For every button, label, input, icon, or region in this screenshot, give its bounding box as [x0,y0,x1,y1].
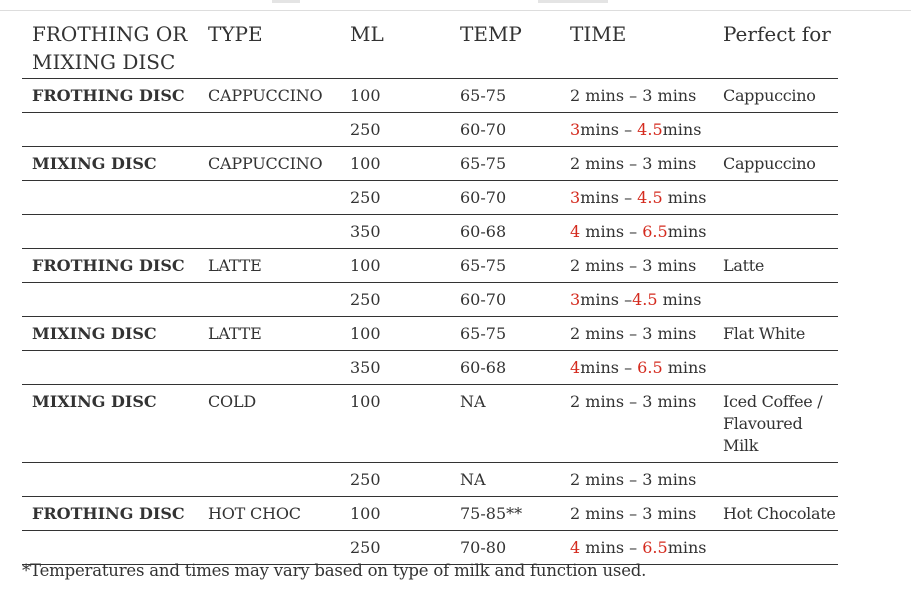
perfect-for-cell [713,351,838,385]
time-a-text: 2 mins [570,324,625,343]
table-row [22,351,838,385]
time-sep-text: – [624,392,643,411]
time-b-text: 3 mins [642,470,697,489]
disc-cell: MIXING DISC [22,147,198,181]
time-sep-text: – [624,256,643,275]
temp-cell: 60-70 [450,181,560,215]
disc-cell [22,283,198,317]
perfect-for-cell [713,215,838,249]
perfect-for-cell: Latte [713,249,838,283]
table-header-row [22,18,838,79]
time-b-text: 6.5mins [642,222,707,241]
perfect-for-cell: Cappuccino [713,147,838,181]
time-cell [560,463,713,497]
disc-cell [22,181,198,215]
time-cell [560,113,713,147]
perfect-for-cell [713,531,838,565]
type-cell [198,181,340,215]
time-b-text: 3 mins [642,504,697,523]
header-type: TYPE [198,18,340,79]
ml-cell: 100 [340,147,450,181]
time-b-text: 6.5 mins [637,358,707,377]
time-cell [560,317,713,351]
time-cell [560,283,713,317]
type-cell: COLD [198,385,340,463]
perfect-for-cell [713,113,838,147]
frothing-guide-table [22,18,838,565]
type-cell: LATTE [198,317,340,351]
ml-cell: 250 [340,463,450,497]
temp-cell: 65-75 [450,79,560,113]
time-sep-text: – [624,154,643,173]
disc-cell [22,113,198,147]
disc-cell [22,215,198,249]
temp-cell: 65-75 [450,317,560,351]
table-body [22,79,838,565]
time-b-text: 4.5mins [637,120,702,139]
time-sep-text: – [624,470,643,489]
time-a-text: 4 mins [570,222,625,241]
time-sep-text: – [619,120,638,139]
time-cell [560,79,713,113]
time-b-text: 3 mins [642,86,697,105]
time-cell [560,385,713,463]
perfect-for-cell: Hot Chocolate [713,497,838,531]
ml-cell: 100 [340,79,450,113]
temp-cell: 60-70 [450,113,560,147]
ml-cell: 100 [340,385,450,463]
perfect-for-cell [713,463,838,497]
disc-cell [22,351,198,385]
table-row [22,249,838,283]
time-a-text: 3mins [570,188,619,207]
temp-cell: 70-80 [450,531,560,565]
type-cell [198,215,340,249]
time-cell [560,351,713,385]
ml-cell: 100 [340,317,450,351]
type-cell [198,113,340,147]
time-a-text: 2 mins [570,392,625,411]
disc-cell: FROTHING DISC [22,497,198,531]
table-row [22,385,838,463]
time-sep-text: – [619,290,633,309]
type-cell: CAPPUCCINO [198,79,340,113]
temp-cell: 60-68 [450,351,560,385]
top-edge-mark [538,0,608,3]
top-edge-mark [272,0,300,3]
table-row [22,79,838,113]
time-sep-text: – [624,538,643,557]
temp-cell: NA [450,385,560,463]
type-cell: HOT CHOC [198,497,340,531]
disc-cell [22,463,198,497]
table-row [22,283,838,317]
time-b-text: 4.5 mins [632,290,702,309]
time-a-text: 4 mins [570,538,625,557]
time-a-text: 2 mins [570,504,625,523]
type-cell [198,283,340,317]
time-b-text: 4.5 mins [637,188,707,207]
time-b-text: 3 mins [642,392,697,411]
perfect-for-cell [713,181,838,215]
ml-cell: 350 [340,215,450,249]
time-sep-text: – [624,504,643,523]
type-cell [198,351,340,385]
table-row [22,463,838,497]
ml-cell: 100 [340,497,450,531]
time-sep-text: – [624,86,643,105]
ml-cell: 100 [340,249,450,283]
time-a-text: 2 mins [570,86,625,105]
table-row [22,317,838,351]
time-sep-text: – [619,358,638,377]
temp-cell: 60-70 [450,283,560,317]
ml-cell: 250 [340,181,450,215]
temp-cell: 65-75 [450,249,560,283]
disc-cell: MIXING DISC [22,317,198,351]
disc-cell: MIXING DISC [22,385,198,463]
time-a-text: 3mins [570,120,619,139]
header-time: TIME [560,18,713,79]
page-top-divider [0,10,911,11]
time-sep-text: – [624,222,643,241]
header-disc: FROTHING OR MIXING DISC [22,18,198,79]
time-cell [560,147,713,181]
time-b-text: 3 mins [642,154,697,173]
time-sep-text: – [619,188,638,207]
header-temp: TEMP [450,18,560,79]
time-cell [560,249,713,283]
temp-cell: 65-75 [450,147,560,181]
type-cell: CAPPUCCINO [198,147,340,181]
header-ml: ML [340,18,450,79]
footnote: *Temperatures and times may vary based on type of milk and function used. [22,561,647,580]
table-row [22,147,838,181]
time-a-text: 2 mins [570,470,625,489]
time-cell [560,181,713,215]
table-row [22,113,838,147]
disc-cell: FROTHING DISC [22,79,198,113]
type-cell: LATTE [198,249,340,283]
ml-cell: 350 [340,351,450,385]
table-row [22,215,838,249]
perfect-for-cell [713,283,838,317]
table-row [22,181,838,215]
time-a-text: 2 mins [570,256,625,275]
temp-cell: 75-85** [450,497,560,531]
disc-cell: FROTHING DISC [22,249,198,283]
time-a-text: 3mins [570,290,619,309]
time-cell [560,215,713,249]
time-cell [560,497,713,531]
perfect-for-cell: Cappuccino [713,79,838,113]
perfect-for-cell: Iced Coffee / Flavoured Milk [713,385,838,463]
time-a-text: 4mins [570,358,619,377]
temp-cell: NA [450,463,560,497]
ml-cell: 250 [340,531,450,565]
time-b-text: 6.5mins [642,538,707,557]
time-sep-text: – [624,324,643,343]
temp-cell: 60-68 [450,215,560,249]
ml-cell: 250 [340,113,450,147]
time-b-text: 3 mins [642,324,697,343]
type-cell [198,463,340,497]
table-row [22,497,838,531]
header-perfect-for: Perfect for [713,18,838,79]
time-b-text: 3 mins [642,256,697,275]
ml-cell: 250 [340,283,450,317]
time-a-text: 2 mins [570,154,625,173]
perfect-for-cell: Flat White [713,317,838,351]
